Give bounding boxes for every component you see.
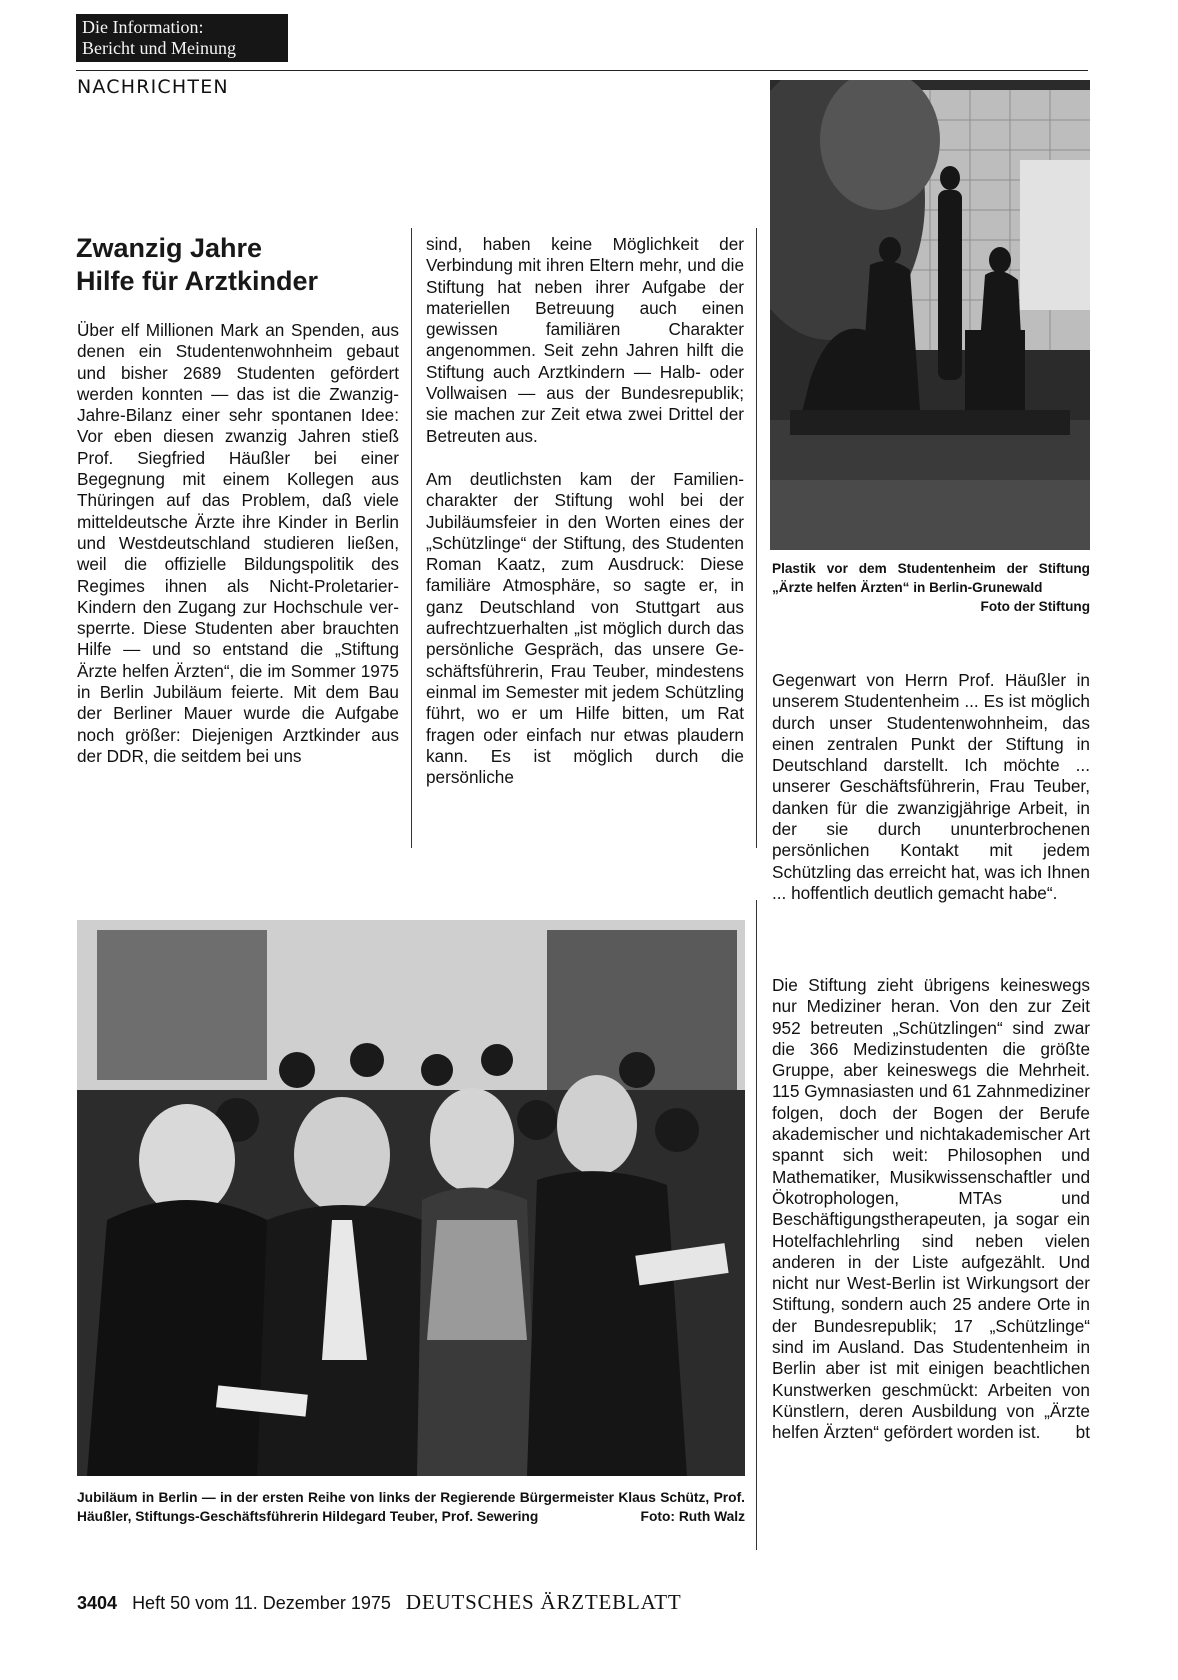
paragraph: Über elf Millionen Mark an Spenden, aus denen ein Studentenwohnheim gebaut und bisher 2689 Studenten gefördert werden konnten — das ist die Zwanzig-Jahre-Bilanz einer sehr spontanen Idee: Vor eben diesen zwanzig Jahren stieß Prof. Siegfried Häußler bei einer Begegnung mit einem Kollegen aus Thüringen auf das Problem, daß viele mitteldeutsche Ärzte ihre Kinder in Berlin und Westdeutschland studieren ließen, weil die offizielle Bildungspolitik des Regimes ihnen als Nicht-Proletarier-Kindern den Zugang zur Hochschule versperrte. Diese Studenten aber brauchten Hilfe — und so entstand die „Stiftung Ärzte helfen Ärzten“, die im Sommer 1975 in Berlin Jubiläum feierte. Mit dem Bau der Berliner Mauer wurde die Aufgabe noch größer: Diejenigen Arztkinder aus der DDR, die seitdem bei uns	[77, 320, 399, 766]
paragraph-text: Die Stiftung zieht übrigens keineswegs nur Mediziner heran. Von den zur Zeit 952 betreuten „Schützlingen“ sind zwar die 366 Medizinstudenten die größte Gruppe, aber keineswegs die Mehrheit. 115 Gymnasiasten und 61 Zahnmediziner folgen, doch der Bogen der Berufe akademischer und nichtakademischer Art spannt sich weit: Philosophen und Mathematiker, Musikwissenschaftler und Ökotrophologen, MTAs und Beschäftigungstherapeuten, ja sogar ein Hotelfachlehrling sind neben vielen anderen in der Liste aufgezählt. Und nicht nur West-Berlin ist Wirkungsort der Stiftung, sondern auch 25 andere Orte in der Bundesrepublik; 17 „Schützlinge“ sind im Ausland. Das Studentenheim in Berlin aber ist mit einigen beachtlichen Kunstwerken geschmückt: Arbeiten von Künstlern, deren Ausbildung von „Ärzte helfen Ärzten“ gefördert worden ist.	[772, 975, 1090, 1443]
sculpture-photo	[770, 80, 1090, 550]
column-divider	[756, 900, 757, 1550]
author-initials: bt	[1075, 1422, 1090, 1443]
photo-credit: Foto der Stiftung	[980, 599, 1090, 614]
article-column-3	[772, 670, 1090, 904]
headline-line-2: Hilfe für Arztkinder	[76, 266, 319, 296]
paragraph	[772, 975, 1090, 1444]
issue-info: Heft 50 vom 11. Dezember 1975	[132, 1593, 391, 1613]
article-column-2	[426, 234, 744, 788]
page-footer	[77, 1590, 681, 1615]
column-divider	[756, 228, 757, 848]
journal-masthead: DEUTSCHES ÄRZTEBLATT	[405, 1590, 682, 1614]
page-number: 3404	[77, 1593, 118, 1613]
section-kicker	[76, 14, 288, 62]
article-column-3-continued	[772, 975, 1090, 1444]
photo-credit: Foto: Ruth Walz	[640, 1509, 745, 1524]
paragraph: sind, haben keine Möglichkeit der Verbindung mit ihren Eltern mehr, und die Stiftung hat neben ihrer Aufgabe der materiellen Betreuung auch einen gewissen familiären Charakter angenommen. Seit zehn Jahren hilft die Stiftung auch Arztkindern — Halb- oder Vollwaisen — aus der Bundesrepublik; sie machen zur Zeit etwa zwei Drittel der Betreuten aus.	[426, 234, 744, 446]
paragraph: Am deutlichsten kam der Familiencharakter der Stiftung wohl bei der Jubiläumsfeier in den Worten eines der „Schützlinge“ der Stiftung, des Studenten Roman Kaatz, zum Ausdruck: Diese familiäre Atmosphäre, so sagte er, in ganz Deutschland von Stuttgart aus aufrechtzuerhalten „ist möglich durch das persönliche Gespräch, das unsere Geschäftsführerin, Frau Teuber, mindestens einmal im Semester mit jedem Schützling führt, wo er um Hilfe bitten, um Rat fragen oder einfach nur etwas plaudern kann. Es ist möglich durch die persönliche	[426, 468, 744, 788]
kicker-line-1: Die Information:	[82, 17, 204, 37]
kicker-line-2: Bericht und Meinung	[82, 38, 236, 58]
jubilee-photo	[77, 920, 745, 1476]
caption-text: Plastik vor dem Studentenheim der Stiftung „Ärzte helfen Ärzten“ in Berlin-Grunewald	[772, 561, 1090, 595]
paragraph: Gegenwart von Herrn Prof. Häußler in unserem Studentenheim ... Es ist möglich durch unser Studentenwohnheim, das einen zentralen Punkt der Stiftung in Deutschland darstellt. Ich möchte ... unserer Geschäftsführerin, Frau Teuber, danken für die zwanzigjährige Arbeit, in der sie durch ununterbrochenen persönlichen Kontakt mit jedem Schützling das erreicht hat, was ich Ihnen ... hoffentlich deutlich gemacht habe“.	[772, 670, 1090, 903]
headline-line-1: Zwanzig Jahre	[76, 233, 263, 263]
section-title: NACHRICHTEN	[77, 76, 229, 98]
caption-text: Jubiläum in Berlin — in der ersten Reihe von links der Regierende Bürgermeister Klaus Schütz, Prof. Häußler, Stiftungs-Geschäftsführerin Hildegard Teuber, Prof. Sewering	[77, 1490, 745, 1524]
article-headline	[76, 232, 406, 298]
header-rule	[76, 70, 1088, 71]
sculpture-photo-caption	[772, 559, 1090, 616]
column-divider	[411, 228, 412, 848]
jubilee-photo-caption	[77, 1488, 745, 1526]
article-column-1	[77, 320, 399, 767]
